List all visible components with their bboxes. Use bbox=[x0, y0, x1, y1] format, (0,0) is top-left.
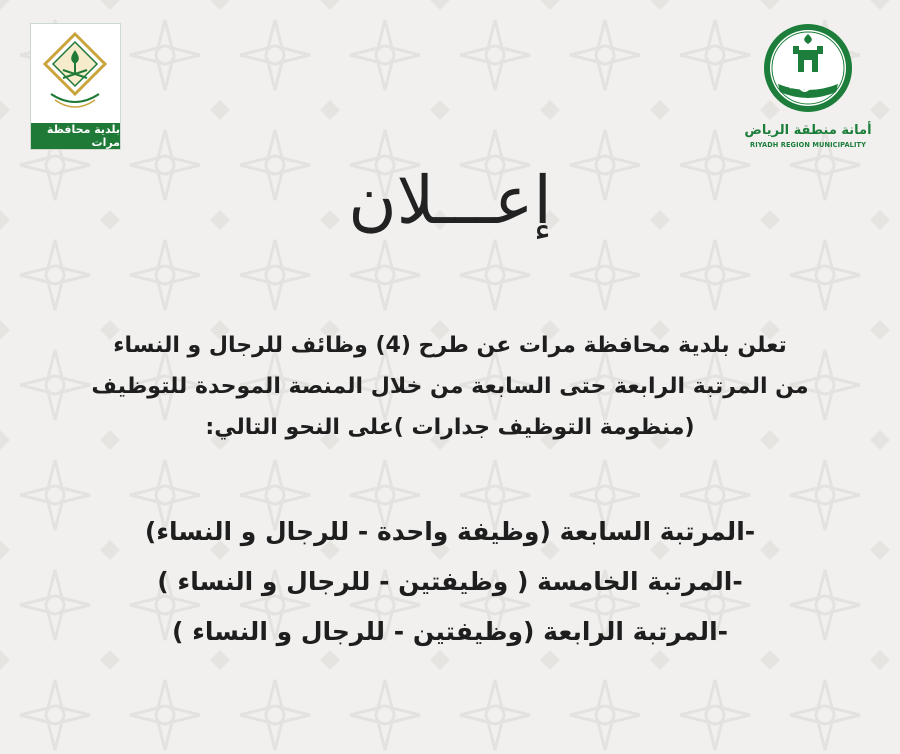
announcement-text bbox=[90, 325, 810, 448]
page-title: إعـــلان bbox=[348, 162, 552, 239]
grades-list bbox=[90, 507, 810, 657]
riyadh-municipality-emblem-icon bbox=[738, 22, 878, 122]
riyadh-municipality-logo bbox=[738, 22, 878, 152]
grade-item: -المرتبة السابعة (وظيفة واحدة - للرجال و النساء) bbox=[144, 517, 756, 546]
riyadh-municipality-name-en: RIYADH REGION MUNICIPALITY bbox=[750, 141, 866, 149]
marat-municipality-label: بلدية محافظة مرات bbox=[31, 123, 120, 149]
riyadh-municipality-name-ar: أمانة منطقة الرياض bbox=[744, 123, 872, 138]
announcement-line: (منظومة التوظيف جدارات )على النحو التالي: bbox=[205, 415, 695, 440]
grade-item: -المرتبة الخامسة ( وظيفتين - للرجال و النساء ) bbox=[157, 567, 743, 596]
marat-municipality-emblem-icon bbox=[31, 24, 120, 123]
marat-municipality-logo bbox=[30, 23, 121, 150]
grade-item: -المرتبة الرابعة (وظيفتين - للرجال و النساء ) bbox=[171, 617, 729, 646]
announcement-line: من المرتبة الرابعة حتى السابعة من خلال المنصة الموحدة للتوظيف bbox=[91, 374, 809, 399]
announcement-line: تعلن بلدية محافظة مرات عن طرح (4) وظائف للرجال و النساء bbox=[113, 333, 787, 358]
